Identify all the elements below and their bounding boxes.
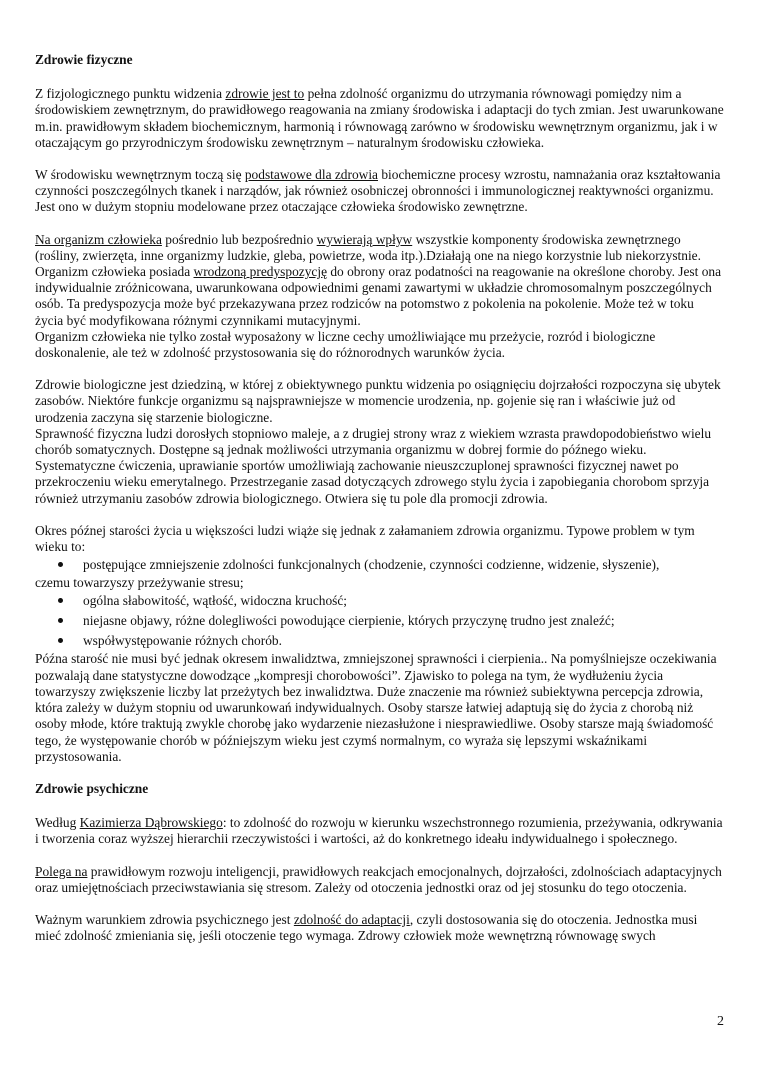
list-item: współwystępowanie różnych chorób. bbox=[35, 631, 725, 651]
underlined-term: zdolność do adaptacji bbox=[293, 911, 410, 927]
paragraph: Okres późnej starości życia u większości ludzi wiąże się jednak z załamaniem zdrowia organizmu. Typowe problem w tym wieku to: bbox=[35, 522, 695, 555]
paragraph bbox=[35, 86, 725, 151]
text: Organizm człowieka posiada bbox=[35, 264, 194, 280]
paragraph: Późna starość nie musi być jednak okresem inwalidztwa, zmniejszonej sprawności i cierpienia.. Na pomyślniejsze oczekiwania pozwalają dane statystyczne dowodzące „kompresji chorobowości”. Zjawisko to polega na tym, że wydłużeniu życia towarzyszy zwiększenie liczby lat przeżytych bez inwalidztwa. Duże znaczenie ma również subiektywna percepcja zdrowia, która zależy w dużym stopniu od uwarunkowań indywidualnych. Osoby starsze łatwiej adaptują się do życia z chorobą niż osoby młode, które traktują zwykle chorobę jako wydarzenie niezasłużone i niesprawiedliwe. Osoby starsze mają świadomość tego, że występowanie chorób w późniejszym wieku jest czymś normalnym, co wyraża się lepszymi wskaźnikami przystosowania. bbox=[35, 651, 717, 764]
underlined-term: Kazimierza Dąbrowskiego bbox=[79, 815, 223, 831]
paragraph bbox=[35, 912, 725, 944]
text: , czyli dostosowania się do otoczenia. Jednostka musi mieć zdolność zmieniania się, jeśli otoczenie tego wymaga. Zdrowy człowiek może wewnętrzną równowagę swych bbox=[35, 911, 698, 944]
paragraph: Organizm człowieka nie tylko został wyposażony w liczne cechy umożliwiające mu przeżycie, rozród i biologiczne doskonalenie, ale też w zdolność przystosowania się do różnorodnych warunków życia. bbox=[35, 328, 656, 361]
underlined-term: Na organizm człowieka bbox=[35, 231, 162, 247]
text: pełna zdolność organizmu do utrzymania równowagi pomiędzy nim a środowiskiem zewnętrznym, do prawidłowego reagowania na zmiany środowiska i adaptacji do tych zmian. Jest uwarunkowane m.in. prawidłowym składem biochemicznym, harmonią i równowagą zarówno w środowisku wewnętrznym organizmu, jak i w otaczającym go przyrodniczym środowisku zewnętrznym – naturalnym środowisku człowieka. bbox=[35, 86, 724, 150]
underlined-term: wywierają wpływ bbox=[316, 231, 413, 247]
text: prawidłowym rozwoju inteligencji, prawidłowych reakcjach emocjonalnych, dojrzałości, zdolnościach adaptacyjnych oraz umiejętnościach przeciwstawiania się stresom. Zależy od otoczenia jednostki oraz od jej stosunku do tego otoczenia. bbox=[35, 863, 722, 895]
heading-zdrowie-psychiczne: Zdrowie psychiczne bbox=[35, 780, 149, 796]
paragraph bbox=[35, 232, 725, 264]
underlined-term: zdrowie jest to bbox=[225, 86, 305, 102]
underlined-term: Polega na bbox=[35, 863, 88, 879]
paragraph bbox=[35, 815, 725, 847]
text: W środowisku wewnętrznym toczą się bbox=[35, 167, 245, 183]
paragraph bbox=[35, 264, 725, 329]
page-number: 2 bbox=[717, 1014, 724, 1029]
text: Ważnym warunkiem zdrowia psychicznego jest bbox=[35, 911, 294, 927]
text: : to zdolność do rozwoju w kierunku wszechstronnego rozumienia, przeżywania, odkrywania i tworzenia coraz wyższej hierarchii rzeczywistości i wartości, aż do konkretnego ideału indywidualnego i społecznego. bbox=[35, 815, 723, 847]
text: wszystkie komponenty środowiska zewnętrznego (rośliny, zwierzęta, inne organizmy ludzkie, gleba, powietrze, woda itp.).Działają one na niego korzystnie lub niekorzystnie. bbox=[35, 231, 701, 263]
underlined-term: wrodzoną predyspozycję bbox=[193, 264, 328, 280]
paragraph bbox=[35, 864, 725, 896]
document-body bbox=[35, 52, 725, 944]
bullet-list bbox=[35, 591, 725, 651]
heading-zdrowie-fizyczne: Zdrowie fizyczne bbox=[35, 52, 133, 67]
text: biochemiczne procesy wzrostu, namnażania oraz kształtowania czynności poszczególnych tkanek i narządów, jak również osobniczej obronności i immunologicznej reaktywności organizmu. Jest ono w dużym stopniu modelowane przez otaczające człowieka środowisko zewnętrzne. bbox=[35, 167, 721, 215]
paragraph bbox=[35, 167, 725, 216]
underlined-term: podstawowe dla zdrowia bbox=[244, 167, 378, 183]
list-item: ogólna słabowitość, wątłość, widoczna kruchość; bbox=[35, 591, 725, 611]
bullet-list bbox=[35, 555, 725, 575]
text: Według bbox=[35, 815, 80, 831]
text: do obrony oraz podatności na reagowanie na określone choroby. Jest ona indywidualnie zróżnicowana, uwarunkowana odpowiednimi genami zawartymi w układzie chromosomalnym poszczególnych osób. Ta predyspozycja może być przekazywana przez rodziców na potomstwo z pokolenia na pokolenie. Może też w toku życia być modyfikowana różnymi czynnikami mutacyjnymi. bbox=[35, 264, 722, 328]
list-item: niejasne objawy, różne dolegliwości powodujące cierpienie, których przyczynę trudno jest znaleźć; bbox=[35, 611, 725, 631]
text: pośrednio lub bezpośrednio bbox=[161, 231, 317, 247]
paragraph: Sprawność fizyczna ludzi dorosłych stopniowo maleje, a z drugiej strony wraz z wiekiem wzrasta prawdopodobieństwo wielu chorób somatycznych. Dostępne są jednak możliwości utrzymania organizmu w dobrej formie do późnego wieku. Systematyczne ćwiczenia, uprawianie sportów umożliwiają zachowanie nieuszczuplonej sprawności fizycznej nawet po przekroczeniu wieku emerytalnego. Przestrzeganie zasad dotyczących zdrowego stylu życia i zapobiegania chorobom sprzyja również utrzymaniu zasobów zdrowia biologicznego. Otwiera się tu pole dla promocji zdrowia. bbox=[35, 425, 712, 506]
text: Z fizjologicznego punktu widzenia bbox=[35, 86, 226, 102]
list-item: postępujące zmniejszenie zdolności funkcjonalnych (chodzenie, czynności codzienne, widzenie, słyszenie), bbox=[35, 555, 725, 575]
list-item-continuation: czemu towarzyszy przeżywanie stresu; bbox=[35, 575, 244, 591]
paragraph: Zdrowie biologiczne jest dziedziną, w której z obiektywnego punktu widzenia po osiągnięciu dojrzałości rozpoczyna się ubytek zasobów. Niektóre funkcje organizmu są najsprawniejsze w momencie urodzenia, np. gojenie się ran i właściwie już od urodzenia zaczyna się starzenie biologiczne. bbox=[35, 377, 721, 425]
